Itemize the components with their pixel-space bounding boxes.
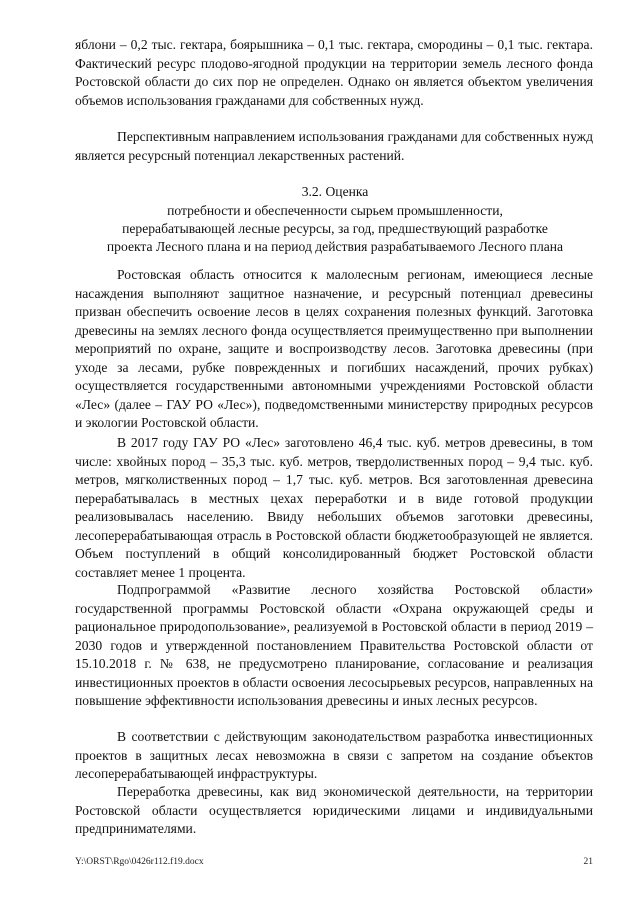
- footer-page-number: 21: [583, 857, 593, 867]
- paragraph-subprogram: Подпрограммой «Развитие лесного хозяйства Ростовской области» государственной программы Ростовской области «Охрана окружающей среды и рациональное природопользование», реализуемой в Ростовской области в период 2019 – 2030 годов и утвержденной постановлением Правительства Ростовской области от 15.10.2018 г. № 638, не предусмотрено планирование, согласование и реализация инвестиционных проектов в области освоения лесосырьевых ресурсов, направленных на повышение эффективности использования древесины и иных лесных ресурсов.: [75, 582, 593, 708]
- paragraph-2017-harvest: В 2017 году ГАУ РО «Лес» заготовлено 46,4 тыс. куб. метров древесины, в том числе: хвойных пород – 35,3 тыс. куб. метров, твердолиственных пород – 9,4 тыс. куб. метров, мягколиственных пород – 1,7 тыс. куб. метров. Вся заготовленная древесина перерабатывалась в местных цехах переработки и в виде готовой продукции реализовывалась населению. Ввиду небольших объемов заготовки древесины, лесоперерабатывающая отрасль в Ростовской области бюджетообразующей не является. Объем поступлений в общий консолидированный бюджет Ростовской области составляет менее 1 процента.: [75, 435, 593, 580]
- paragraph-berry-resources: яблони – 0,2 тыс. гектара, боярышника – 0,1 тыс. гектара, смородины – 0,1 тыс. гектара. Фактический ресурс плодово-ягодной продукции на территории земель лесного фонда Ростовской области до сих пор не определен. Однако он является объектом увеличения объемов использования гражданами для собственных нужд.: [75, 37, 593, 108]
- paragraph-low-forest-region: Ростовская область относится к малолесным регионам, имеющиеся лесные насаждения выполняют защитное назначение, и ресурсный потенциал древесины призван обеспечить освоение лесов в целях сохранения полезных функций. Заготовка древесины на землях лесного фонда осуществляется преимущественно при выполнении мероприятий по охране, защите и воспроизводству лесов. Заготовка древесины (при уходе за лесами, рубке поврежденных и погибших насаждений, прочих рубках) осуществляется государственными автономными учреждениями Ростовской области «Лес» (далее – ГАУ РО «Лес»), подведомственными министерству природных ресурсов и экологии Ростовской области.: [75, 267, 593, 430]
- section-title-line-2: перерабатывающей лесные ресурсы, за год, предшествующий разработке: [122, 221, 548, 236]
- paragraph-legislation: В соответствии с действующим законодательством разработка инвестиционных проектов в защитных лесах невозможна в связи с запретом на создание объектов лесоперерабатывающей инфраструктуры.: [75, 729, 593, 781]
- section-title-line-3: проекта Лесного плана и на период действия разрабатываемого Лесного плана: [106, 239, 564, 254]
- section-title-line-1: потребности и обеспеченности сырьем промышленности,: [167, 203, 503, 218]
- section-number: 3.2. Оценка: [301, 184, 369, 199]
- footer-file-path: Y:\ORST\Rgo\0426r112.f19.docx: [75, 857, 204, 867]
- paragraph-medicinal-plants: Перспективным направлением использования гражданами для собственных нужд является ресурсный потенциал лекарственных растений.: [75, 129, 593, 163]
- paragraph-wood-processing: Переработка древесины, как вид экономической деятельности, на территории Ростовской области осуществляется юридическими лицами и индивидуальными предпринимателями.: [75, 784, 593, 836]
